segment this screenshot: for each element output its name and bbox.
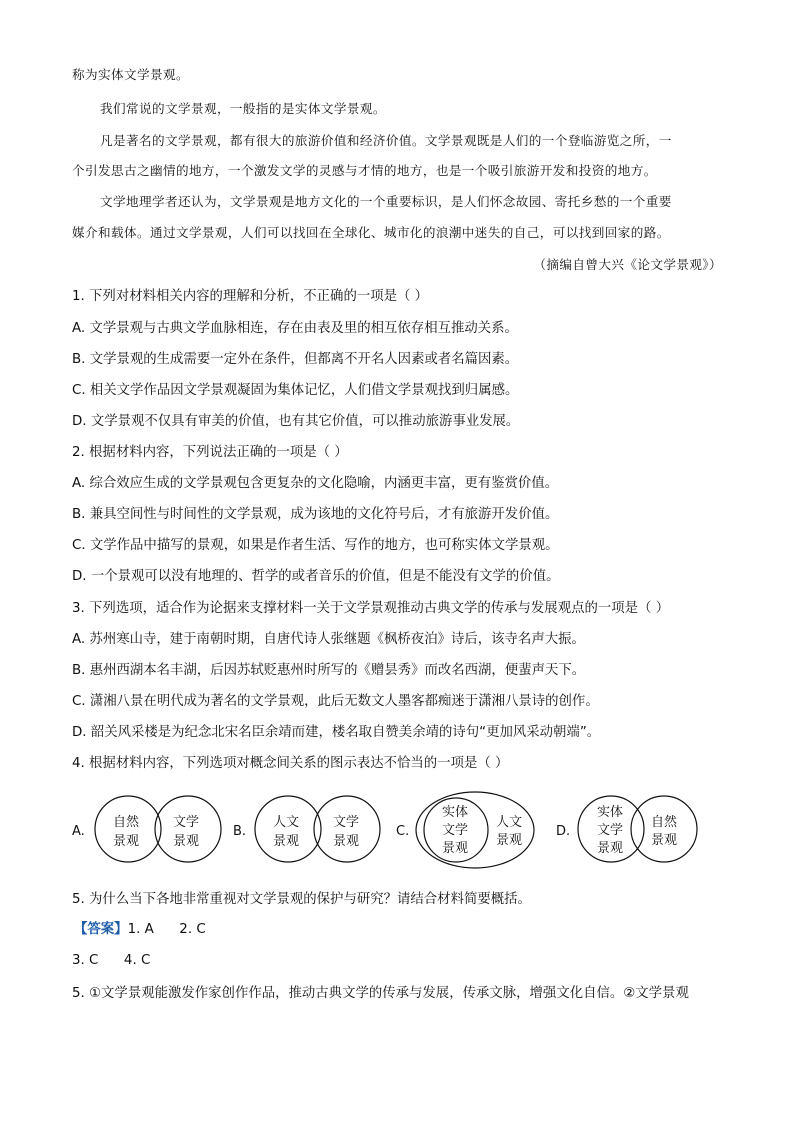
question-stem: 2. 根据材料内容，下列说法正确的一项是（ ）	[72, 445, 348, 460]
passage-line: 称为实体文学景观。	[72, 67, 189, 82]
option-letter: C.	[396, 824, 410, 839]
option-b: B. 文学景观的生成需要一定外在条件，但都离不开名人因素或者名篇因素。	[72, 352, 519, 367]
question-stem: 1. 下列对材料相关内容的理解和分析，不正确的一项是（ ）	[72, 289, 429, 304]
option-b: B. 惠州西湖本名丰湖，后因苏轼贬惠州时所写的《赠昙秀》而改名西湖，便蜚声天下。	[72, 663, 586, 678]
option-c: C. 相关文学作品因文学景观凝固为集体记忆，人们借文学景观找到归属感。	[72, 383, 519, 398]
circle-label: 实体	[597, 805, 624, 820]
source-citation: （摘编自曾大兴《论文学景观》）	[533, 257, 722, 272]
passage-line: 我们常说的文学景观，一般指的是实体文学景观。	[100, 101, 386, 116]
circle-label: 景观	[113, 834, 140, 849]
option-d: D. 一个景观可以没有地理的、哲学的或者音乐的价值，但是不能没有文学的价值。	[72, 569, 560, 584]
circle-label: 景观	[173, 834, 200, 849]
circle-label: 文学	[442, 823, 469, 838]
answer-text: 1. A 2. C	[127, 922, 206, 937]
circle-label: 人文	[496, 815, 523, 830]
diagram-option-d	[556, 796, 697, 862]
circle-label: 景观	[651, 833, 678, 848]
circle-label: 文学	[173, 815, 200, 830]
option-letter: A.	[72, 824, 85, 839]
option-letter: D.	[556, 824, 571, 839]
question-stem: 5. 为什么当下各地非常重视对文学景观的保护与研究？请结合材料简要概括。	[72, 892, 531, 907]
answer-line: 5. ①文学景观能激发作家创作作品，推动古典文学的传承与发展，传承文脉，增强文化自信。②文学景观	[72, 986, 689, 1001]
circle-label: 景观	[597, 841, 624, 856]
option-letter: B.	[233, 824, 247, 839]
venn-diagrams	[0, 780, 794, 880]
circle-label: 人文	[273, 815, 300, 830]
option-a: A. 苏州寒山寺，建于南朝时期，自唐代诗人张继题《枫桥夜泊》诗后，该寺名声大振。	[72, 632, 585, 647]
diagram-option-a	[72, 796, 221, 862]
option-d: D. 文学景观不仅具有审美的价值，也有其它价值，可以推动旅游事业发展。	[72, 414, 520, 429]
circle-label: 文学	[597, 823, 624, 838]
option-b: B. 兼具空间性与时间性的文学景观，成为该地的文化符号后，才有旅游开发价值。	[72, 507, 559, 522]
answer-tag: 【答案】	[74, 922, 128, 937]
outer-ellipse	[416, 792, 534, 868]
question-stem: 4. 根据材料内容，下列选项对概念间关系的图示表达不恰当的一项是（ ）	[72, 756, 509, 771]
circle-label: 景观	[273, 834, 300, 849]
passage-line: 媒介和载体。通过文学景观，人们可以找回在全球化、城市化的浪潮中迷失的自己，可以找到回家的路。	[72, 225, 670, 240]
passage-line: 个引发思古之幽情的地方，一个激发文学的灵感与才情的地方，也是一个吸引旅游开发和投资的地方。	[72, 163, 657, 178]
circle-label: 景观	[333, 834, 360, 849]
circle-label: 景观	[442, 841, 469, 856]
circle-label: 自然	[651, 815, 678, 830]
diagram-option-b	[233, 796, 380, 862]
option-a: A. 综合效应生成的文学景观包含更复杂的文化隐喻，内涵更丰富，更有鉴赏价值。	[72, 476, 559, 491]
option-a: A. 文学景观与古典文学血脉相连，存在由表及里的相互依存相互推动关系。	[72, 321, 518, 336]
diagram-option-c	[396, 792, 534, 868]
answer-line: 3. C 4. C	[72, 953, 151, 968]
circle-label: 自然	[113, 815, 140, 830]
option-c: C. 潇湘八景在明代成为著名的文学景观，此后无数文人墨客都痴迷于潇湘八景诗的创作。	[72, 694, 599, 709]
circle-label: 实体	[442, 805, 469, 820]
answer-line	[74, 921, 206, 939]
question-stem: 3. 下列选项，适合作为论据来支撑材料一关于文学景观推动古典文学的传承与发展观点的一项是（ ）	[72, 601, 670, 616]
option-c: C. 文学作品中描写的景观，如果是作者生活、写作的地方，也可称实体文学景观。	[72, 538, 559, 553]
circle-label: 文学	[333, 815, 360, 830]
passage-line: 凡是著名的文学景观，都有很大的旅游价值和经济价值。文学景观既是人们的一个登临游览之所，一	[100, 133, 672, 148]
passage-line: 文学地理学者还认为，文学景观是地方文化的一个重要标识，是人们怀念故园、寄托乡愁的一个重要	[100, 194, 672, 209]
option-d: D. 韶关风采楼是为纪念北宋名臣余靖而建，楼名取自赞美余靖的诗句“更加风采动朝端”。	[72, 725, 601, 740]
circle-label: 景观	[496, 833, 523, 848]
